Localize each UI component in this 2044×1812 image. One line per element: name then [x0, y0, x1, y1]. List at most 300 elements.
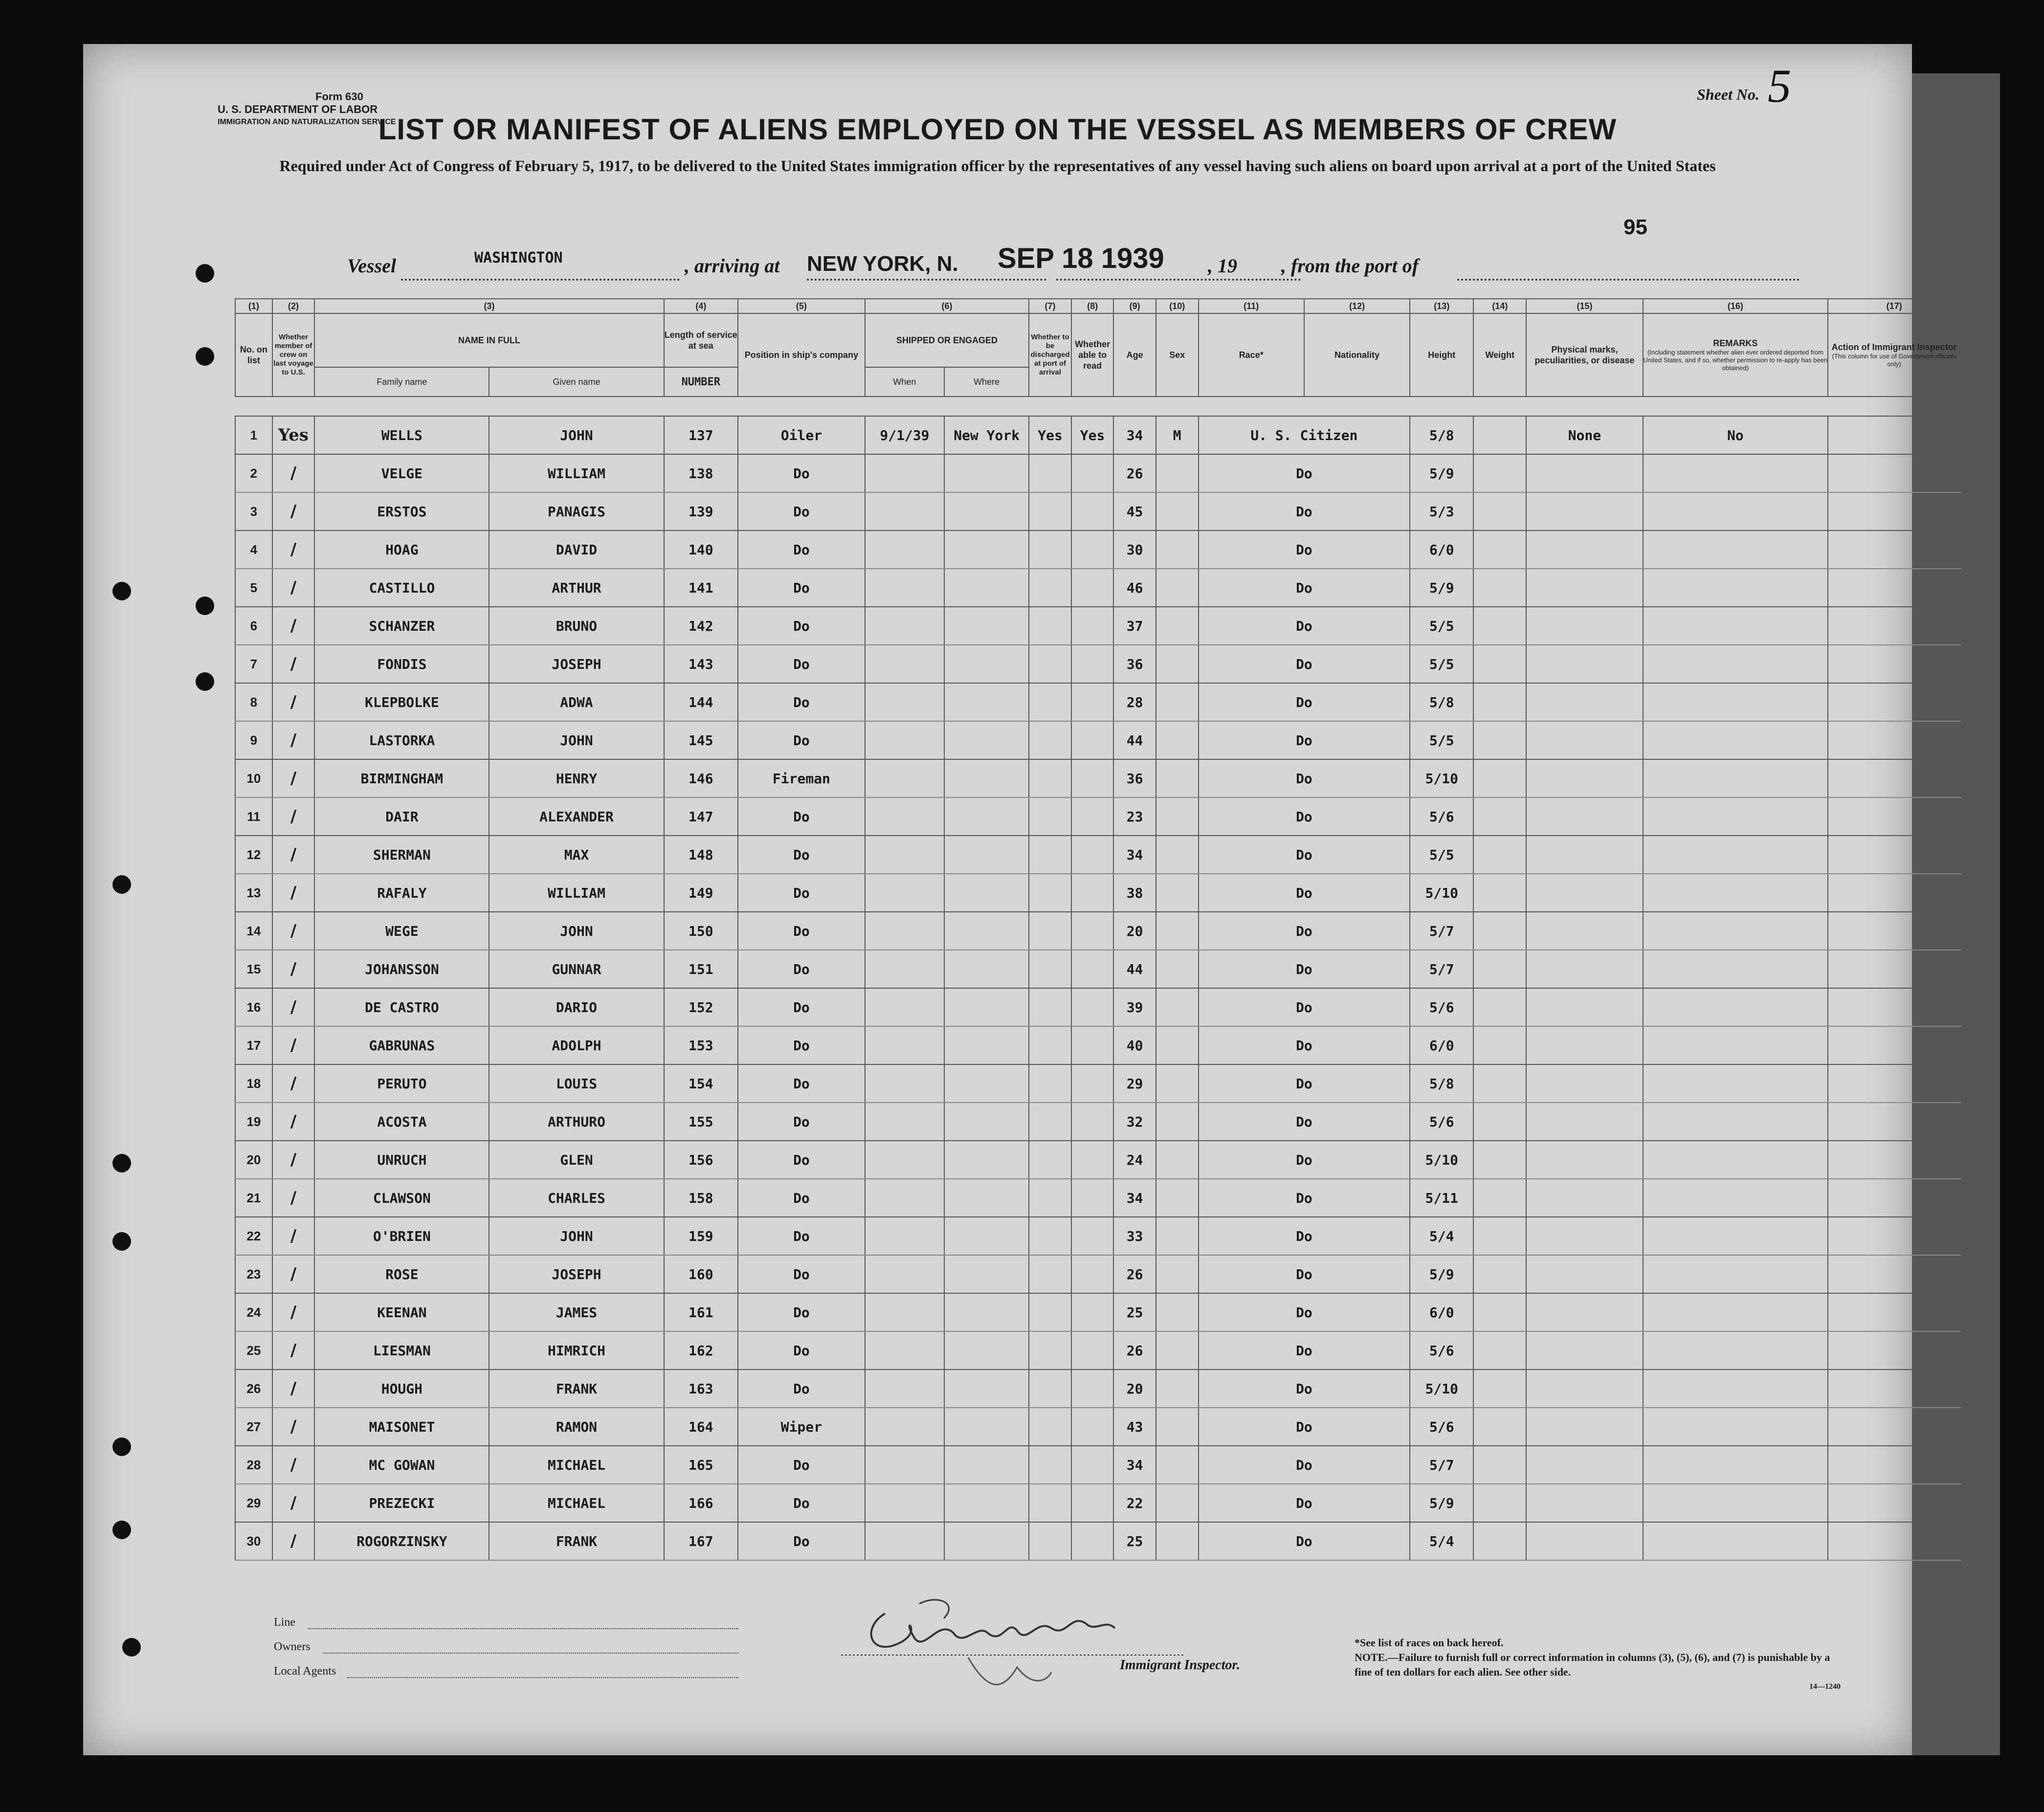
discharge-flag-cell: [1029, 645, 1071, 683]
shipped-where-cell: [944, 1064, 1029, 1103]
page-subtitle: Required under Act of Congress of February 5, 1917, to be delivered to the United States immigration officer by the representatives of any vessel having such aliens on board upon arrival at a port of the United States: [279, 157, 1716, 175]
punch-hole: [112, 1437, 131, 1456]
able-to-read-cell: [1071, 1141, 1114, 1179]
shipped-when-cell: 9/1/39: [865, 416, 944, 454]
table-row: [235, 1064, 1960, 1103]
height-cell: 5/5: [1410, 836, 1473, 874]
given-name-cell: HENRY: [489, 759, 664, 797]
physical-marks-cell: None: [1526, 416, 1643, 454]
shipped-when-cell: [865, 1370, 944, 1408]
table-row: [235, 683, 1960, 721]
inspector-action-cell: [1828, 721, 1960, 759]
discharge-flag-cell: [1029, 950, 1071, 988]
arrival-date-stamp: SEP 18 1939: [998, 243, 1164, 274]
physical-marks-cell: [1526, 1446, 1643, 1484]
given-name-cell: WILLIAM: [489, 454, 664, 492]
able-to-read-cell: [1071, 1179, 1114, 1217]
inspector-action-cell: [1828, 950, 1960, 988]
header-position: Position in ship's company: [738, 313, 865, 397]
shipped-where-cell: [944, 530, 1029, 569]
shipped-when-cell: [865, 454, 944, 492]
weight-cell: [1473, 454, 1526, 492]
height-cell: 5/9: [1410, 569, 1473, 607]
age-cell: 28: [1113, 683, 1156, 721]
service-number-cell: 144: [664, 683, 738, 721]
sex-cell: [1156, 1446, 1199, 1484]
discharge-flag-cell: [1029, 912, 1071, 950]
race-cell: Do: [1199, 950, 1410, 988]
prev-voyage-mark-cell: /: [272, 836, 315, 874]
from-port-label: , from the port of: [1281, 255, 1419, 277]
age-cell: 33: [1113, 1217, 1156, 1255]
prev-voyage-mark-cell: /: [272, 1064, 315, 1103]
shipped-when-cell: [865, 645, 944, 683]
position-cell: Do: [738, 607, 865, 645]
remarks-cell: [1643, 645, 1828, 683]
shipped-where-cell: [944, 645, 1029, 683]
shipped-when-cell: [865, 1446, 944, 1484]
discharge-flag-cell: [1029, 836, 1071, 874]
weight-cell: [1473, 607, 1526, 645]
col-number: (1): [235, 299, 272, 313]
given-name-cell: DAVID: [489, 530, 664, 569]
height-cell: 5/7: [1410, 1446, 1473, 1484]
height-cell: 5/6: [1410, 1331, 1473, 1370]
sex-cell: [1156, 721, 1199, 759]
service-number-cell: 161: [664, 1293, 738, 1331]
col-number: (4): [664, 299, 738, 313]
position-cell: Wiper: [738, 1408, 865, 1446]
able-to-read-cell: [1071, 874, 1114, 912]
row-number-cell: 11: [235, 797, 272, 836]
prev-voyage-mark-cell: /: [272, 1217, 315, 1255]
service-number-cell: 164: [664, 1408, 738, 1446]
prev-voyage-mark-cell: Yes: [272, 416, 315, 454]
weight-cell: [1473, 1217, 1526, 1255]
weight-cell: [1473, 1408, 1526, 1446]
service-number-cell: 139: [664, 492, 738, 530]
inspector-action-cell: [1828, 1179, 1960, 1217]
row-number-cell: 25: [235, 1331, 272, 1370]
discharge-flag-cell: [1029, 1408, 1071, 1446]
table-row: [235, 1026, 1960, 1064]
height-cell: 5/10: [1410, 1370, 1473, 1408]
weight-cell: [1473, 874, 1526, 912]
table-row: [235, 530, 1960, 569]
given-name-cell: HIMRICH: [489, 1331, 664, 1370]
family-name-cell: JOHANSSON: [314, 950, 489, 988]
print-code: 14—1240: [1809, 1682, 1841, 1691]
shipped-when-cell: [865, 1179, 944, 1217]
punch-hole: [122, 1638, 141, 1657]
family-name-cell: PERUTO: [314, 1064, 489, 1103]
physical-marks-cell: [1526, 1408, 1643, 1446]
able-to-read-cell: [1071, 1255, 1114, 1293]
family-name-cell: BIRMINGHAM: [314, 759, 489, 797]
prev-voyage-mark-cell: /: [272, 1293, 315, 1331]
header-height: Height: [1410, 313, 1473, 397]
age-cell: 30: [1113, 530, 1156, 569]
date-dotted-line: [1056, 279, 1301, 281]
family-name-cell: FONDIS: [314, 645, 489, 683]
sex-cell: [1156, 797, 1199, 836]
able-to-read-cell: [1071, 1217, 1114, 1255]
inspector-action-cell: [1828, 416, 1960, 454]
inspector-action-cell: [1828, 530, 1960, 569]
col-number: (2): [272, 299, 315, 313]
remarks-cell: [1643, 1484, 1828, 1522]
height-cell: 5/7: [1410, 912, 1473, 950]
service-number-cell: 150: [664, 912, 738, 950]
position-cell: Do: [738, 1103, 865, 1141]
shipped-where-cell: [944, 1255, 1029, 1293]
inspector-action-cell: [1828, 645, 1960, 683]
race-cell: Do: [1199, 1446, 1410, 1484]
physical-marks-cell: [1526, 1217, 1643, 1255]
shipped-where-cell: [944, 874, 1029, 912]
table-row: [235, 416, 1960, 454]
inspector-action-cell: [1828, 683, 1960, 721]
table-row: [235, 1179, 1960, 1217]
race-cell: Do: [1199, 1255, 1410, 1293]
discharge-flag-cell: [1029, 1370, 1071, 1408]
inspector-label: Immigrant Inspector.: [1120, 1657, 1240, 1673]
punch-hole: [196, 597, 214, 615]
given-name-cell: MAX: [489, 836, 664, 874]
given-name-cell: ARTHUR: [489, 569, 664, 607]
physical-marks-cell: [1526, 645, 1643, 683]
row-number-cell: 14: [235, 912, 272, 950]
shipped-when-cell: [865, 836, 944, 874]
position-cell: Do: [738, 1179, 865, 1217]
weight-cell: [1473, 912, 1526, 950]
shipped-where-cell: [944, 683, 1029, 721]
race-cell: Do: [1199, 1141, 1410, 1179]
able-to-read-cell: [1071, 950, 1114, 988]
prev-voyage-mark-cell: /: [272, 492, 315, 530]
race-cell: Do: [1199, 1103, 1410, 1141]
inspector-action-cell: [1828, 988, 1960, 1026]
position-cell: Oiler: [738, 416, 865, 454]
family-name-cell: ERSTOS: [314, 492, 489, 530]
weight-cell: [1473, 1255, 1526, 1293]
given-name-cell: ALEXANDER: [489, 797, 664, 836]
position-cell: Do: [738, 1446, 865, 1484]
inspector-action-cell: [1828, 836, 1960, 874]
table-row: [235, 797, 1960, 836]
discharge-flag-cell: [1029, 797, 1071, 836]
age-cell: 29: [1113, 1064, 1156, 1103]
race-cell: Do: [1199, 454, 1410, 492]
header-no-on-list: No. on list: [235, 313, 272, 397]
physical-marks-cell: [1526, 1293, 1643, 1331]
age-cell: 34: [1113, 1179, 1156, 1217]
prev-voyage-mark-cell: /: [272, 1026, 315, 1064]
col-number: (16): [1643, 299, 1828, 313]
race-cell: Do: [1199, 1408, 1410, 1446]
family-name-cell: KLEPBOLKE: [314, 683, 489, 721]
sex-cell: [1156, 1179, 1199, 1217]
family-name-cell: O'BRIEN: [314, 1217, 489, 1255]
col-number: (9): [1113, 299, 1156, 313]
weight-cell: [1473, 1293, 1526, 1331]
physical-marks-cell: [1526, 1370, 1643, 1408]
age-cell: 36: [1113, 759, 1156, 797]
service-number-cell: 140: [664, 530, 738, 569]
given-name-cell: JOSEPH: [489, 645, 664, 683]
remarks-cell: [1643, 759, 1828, 797]
family-name-cell: DE CASTRO: [314, 988, 489, 1026]
table-row: [235, 1484, 1960, 1522]
table-row: [235, 721, 1960, 759]
able-to-read-cell: [1071, 988, 1114, 1026]
age-cell: 34: [1113, 1446, 1156, 1484]
position-cell: Do: [738, 492, 865, 530]
vessel-line: [83, 215, 1912, 284]
remarks-cell: [1643, 1408, 1828, 1446]
height-cell: 5/6: [1410, 797, 1473, 836]
discharge-flag-cell: [1029, 683, 1071, 721]
height-cell: 5/8: [1410, 683, 1473, 721]
age-cell: 22: [1113, 1484, 1156, 1522]
weight-cell: [1473, 492, 1526, 530]
remarks-cell: [1643, 797, 1828, 836]
position-cell: Do: [738, 912, 865, 950]
prev-voyage-mark-cell: /: [272, 1408, 315, 1446]
page-title: LIST OR MANIFEST OF ALIENS EMPLOYED ON THE VESSEL AS MEMBERS OF CREW: [378, 113, 1617, 146]
table-row: [235, 836, 1960, 874]
punch-hole: [112, 1154, 131, 1172]
shipped-where-cell: [944, 1141, 1029, 1179]
vessel-label: Vessel: [347, 255, 396, 277]
family-name-cell: UNRUCH: [314, 1141, 489, 1179]
shipped-where-cell: [944, 1103, 1029, 1141]
remarks-cell: [1643, 836, 1828, 874]
row-number-cell: 1: [235, 416, 272, 454]
race-cell: Do: [1199, 1293, 1410, 1331]
discharge-flag-cell: [1029, 492, 1071, 530]
sex-cell: [1156, 492, 1199, 530]
age-cell: 26: [1113, 454, 1156, 492]
col-number: (11): [1199, 299, 1304, 313]
inspector-action-note: (This column for use of Government officials only): [1832, 353, 1956, 368]
table-row: [235, 1293, 1960, 1331]
prev-voyage-mark-cell: /: [272, 1484, 315, 1522]
prev-voyage-mark-cell: /: [272, 912, 315, 950]
shipped-when-cell: [865, 1408, 944, 1446]
race-cell: Do: [1199, 1217, 1410, 1255]
weight-cell: [1473, 988, 1526, 1026]
col-number: (10): [1156, 299, 1199, 313]
physical-marks-cell: [1526, 836, 1643, 874]
punch-hole: [112, 582, 131, 600]
weight-cell: [1473, 1370, 1526, 1408]
table-row: [235, 988, 1960, 1026]
shipped-when-cell: [865, 1217, 944, 1255]
given-name-cell: BRUNO: [489, 607, 664, 645]
table-row: [235, 874, 1960, 912]
given-name-cell: GUNNAR: [489, 950, 664, 988]
shipped-where-cell: New York: [944, 416, 1029, 454]
agents-dotted-line: [347, 1677, 738, 1678]
family-name-cell: CLAWSON: [314, 1179, 489, 1217]
row-number-cell: 3: [235, 492, 272, 530]
race-cell: Do: [1199, 1064, 1410, 1103]
position-cell: Do: [738, 1255, 865, 1293]
family-name-cell: GABRUNAS: [314, 1026, 489, 1064]
shipped-when-cell: [865, 683, 944, 721]
physical-marks-cell: [1526, 683, 1643, 721]
punch-hole: [112, 875, 131, 894]
service-number-cell: 166: [664, 1484, 738, 1522]
race-cell: Do: [1199, 721, 1410, 759]
service-number-cell: 146: [664, 759, 738, 797]
col-number: (7): [1029, 299, 1071, 313]
service-number-cell: 160: [664, 1255, 738, 1293]
age-cell: 37: [1113, 607, 1156, 645]
form-label: Form 630: [315, 90, 363, 103]
inspector-action-cell: [1828, 1370, 1960, 1408]
able-to-read-cell: [1071, 797, 1114, 836]
row-number-cell: 15: [235, 950, 272, 988]
service-number-cell: 152: [664, 988, 738, 1026]
position-cell: Do: [738, 454, 865, 492]
age-cell: 36: [1113, 645, 1156, 683]
position-cell: Do: [738, 874, 865, 912]
header-given-name: Given name: [489, 367, 664, 397]
shipped-where-cell: [944, 569, 1029, 607]
able-to-read-cell: [1071, 759, 1114, 797]
physical-marks-cell: [1526, 950, 1643, 988]
header-length-of-service: Length of service at sea: [664, 313, 738, 367]
discharge-flag-cell: [1029, 1446, 1071, 1484]
shipped-when-cell: [865, 1103, 944, 1141]
weight-cell: [1473, 569, 1526, 607]
discharge-flag-cell: [1029, 1255, 1071, 1293]
sex-cell: [1156, 1522, 1199, 1560]
col-number: (8): [1071, 299, 1114, 313]
sex-cell: [1156, 1484, 1199, 1522]
shipped-where-cell: [944, 1408, 1029, 1446]
table-row: [235, 1331, 1960, 1370]
family-name-cell: CASTILLO: [314, 569, 489, 607]
prev-voyage-mark-cell: /: [272, 950, 315, 988]
physical-marks-cell: [1526, 759, 1643, 797]
discharge-flag-cell: [1029, 607, 1071, 645]
service-number-cell: 165: [664, 1446, 738, 1484]
remarks-cell: [1643, 569, 1828, 607]
family-name-cell: WELLS: [314, 416, 489, 454]
able-to-read-cell: [1071, 683, 1114, 721]
position-cell: Do: [738, 683, 865, 721]
row-number-cell: 26: [235, 1370, 272, 1408]
col-number: (13): [1410, 299, 1473, 313]
remarks-cell: [1643, 1293, 1828, 1331]
remarks-cell: [1643, 683, 1828, 721]
height-cell: 5/9: [1410, 454, 1473, 492]
able-to-read-cell: [1071, 836, 1114, 874]
position-cell: Do: [738, 645, 865, 683]
row-number-cell: 4: [235, 530, 272, 569]
inspector-action-cell: [1828, 1141, 1960, 1179]
shipped-where-cell: [944, 1026, 1029, 1064]
inspector-action-cell: [1828, 1103, 1960, 1141]
position-cell: Do: [738, 1484, 865, 1522]
col-number: (3): [314, 299, 664, 313]
owners-dotted-line: [323, 1653, 738, 1654]
shipped-when-cell: [865, 1026, 944, 1064]
prev-voyage-mark-cell: /: [272, 1522, 315, 1560]
race-cell: Do: [1199, 874, 1410, 912]
given-name-cell: FRANK: [489, 1522, 664, 1560]
vessel-dotted-line: [401, 279, 680, 281]
height-cell: 5/6: [1410, 988, 1473, 1026]
able-to-read-cell: [1071, 1293, 1114, 1331]
remarks-cell: [1643, 874, 1828, 912]
sex-cell: [1156, 1026, 1199, 1064]
header-sex: Sex: [1156, 313, 1199, 397]
height-cell: 6/0: [1410, 1026, 1473, 1064]
race-cell: Do: [1199, 645, 1410, 683]
family-name-cell: WEGE: [314, 912, 489, 950]
height-cell: 6/0: [1410, 1293, 1473, 1331]
shipped-where-cell: [944, 1179, 1029, 1217]
from-port-dotted-line: [1457, 279, 1800, 281]
family-name-cell: KEENAN: [314, 1293, 489, 1331]
discharge-flag-cell: [1029, 1064, 1071, 1103]
race-cell: Do: [1199, 683, 1410, 721]
height-cell: 5/8: [1410, 1064, 1473, 1103]
height-cell: 5/9: [1410, 1255, 1473, 1293]
weight-cell: [1473, 1103, 1526, 1141]
race-cell: Do: [1199, 1331, 1410, 1370]
remarks-cell: [1643, 1064, 1828, 1103]
race-cell: Do: [1199, 1026, 1410, 1064]
prev-voyage-mark-cell: /: [272, 988, 315, 1026]
discharge-flag-cell: [1029, 454, 1071, 492]
remarks-cell: [1643, 492, 1828, 530]
inspector-action-cell: [1828, 1064, 1960, 1103]
service-number-cell: 138: [664, 454, 738, 492]
vessel-value: WASHINGTON: [474, 249, 563, 266]
shipped-when-cell: [865, 1293, 944, 1331]
given-name-cell: MICHAEL: [489, 1446, 664, 1484]
remarks-cell: [1643, 1522, 1828, 1560]
row-number-cell: 28: [235, 1446, 272, 1484]
service-number-cell: 154: [664, 1064, 738, 1103]
arriving-value: NEW YORK, N.: [807, 252, 958, 276]
service-number-cell: 147: [664, 797, 738, 836]
height-cell: 5/7: [1410, 950, 1473, 988]
age-cell: 20: [1113, 1370, 1156, 1408]
height-cell: 6/0: [1410, 530, 1473, 569]
physical-marks-cell: [1526, 492, 1643, 530]
service-number-cell: 158: [664, 1179, 738, 1217]
col-number: (6): [865, 299, 1029, 313]
races-note: *See list of races on back hereof.: [1355, 1636, 1504, 1649]
family-name-cell: DAIR: [314, 797, 489, 836]
position-cell: Do: [738, 1217, 865, 1255]
shipped-where-cell: [944, 836, 1029, 874]
row-number-cell: 24: [235, 1293, 272, 1331]
weight-cell: [1473, 1446, 1526, 1484]
header-discharged: Whether to be discharged at port of arrival: [1029, 313, 1071, 397]
service-number-cell: 153: [664, 1026, 738, 1064]
family-name-cell: ACOSTA: [314, 1103, 489, 1141]
weight-cell: [1473, 1064, 1526, 1103]
shipped-when-cell: [865, 759, 944, 797]
department-label: U. S. DEPARTMENT OF LABOR: [218, 103, 378, 115]
